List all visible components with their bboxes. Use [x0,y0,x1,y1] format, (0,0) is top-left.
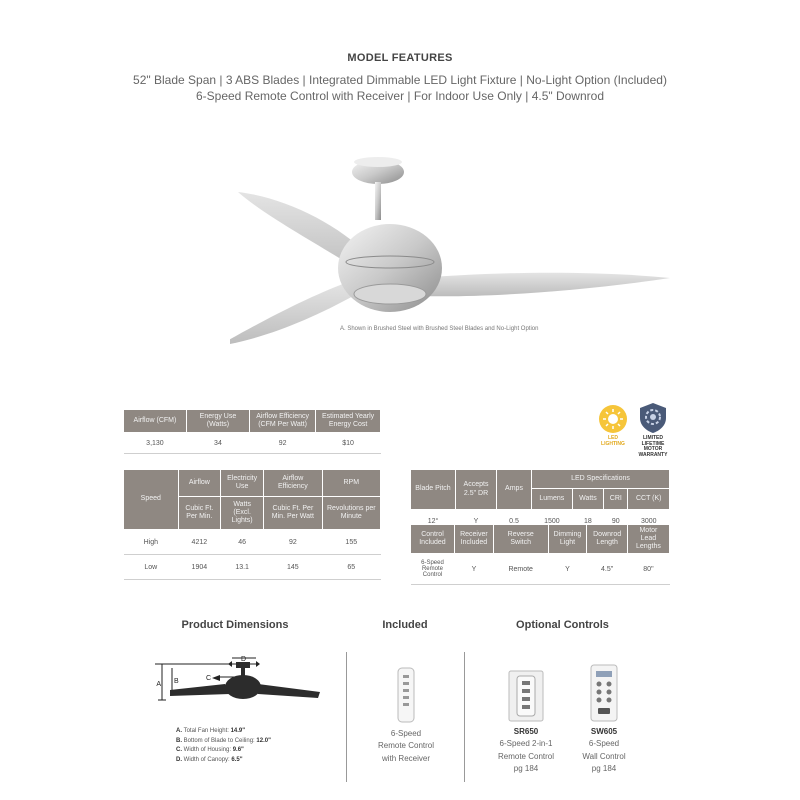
table-row [124,555,381,580]
ceiling-fan-photo [230,150,670,350]
energy-cell: 3,130 [124,433,187,454]
spec-header: Accepts 2.5" DR [456,470,497,510]
energy-header: Airflow Efficiency (CFM Per Watt) [250,410,316,433]
motor-shield-icon [639,402,667,434]
led-sub-header: Lumens [532,489,573,510]
spec-cell: 12° [411,510,456,533]
speed-cell: 92 [264,530,322,555]
spec-cell: 4.5" [587,554,627,585]
included-title: Included [382,619,428,631]
speed-unit-header: Cubic Ft. Per Min. Per Watt [264,497,322,530]
speed-cell: 13.1 [221,555,264,580]
dim-blade-right-shape [258,684,320,698]
speed-group-header: Electricity Use [221,470,264,497]
features-line-1: 52" Blade Span | 3 ABS Blades | Integrated Dimmable LED Light Fixture | No-Light Option (Included) [133,73,667,87]
energy-header: Energy Use (Watts) [186,410,249,433]
speed-group-header: RPM [322,470,380,497]
energy-cell: 92 [250,433,316,454]
speed-cell: 65 [322,555,380,580]
energy-table [123,409,381,454]
spec-table-bottom [410,524,670,585]
led-badge-label: LED LIGHTING [601,435,625,447]
sw605-description: SW605 6-Speed Wall Control pg 184 [568,726,640,776]
dimensions-title: Product Dimensions [181,619,289,631]
spec-cell: 80" [627,554,669,585]
section-divider [464,652,465,782]
dimension-item: D. Width of Canopy: 6.5" [176,756,243,763]
led-lighting-badge [596,404,630,447]
dim-blade-left-shape [170,684,230,696]
speed-cell: 145 [264,555,322,580]
speed-cell: 155 [322,530,380,555]
speed-cell: 4212 [178,530,221,555]
speed-cell: 46 [221,530,264,555]
dim-label-b: B [174,678,179,685]
dimension-item: B. Bottom of Blade to Ceiling: 12.0" [176,737,271,744]
photo-caption: A. Shown in Brushed Steel with Brushed Steel Blades and No-Light Option [340,326,539,332]
spec-cell: 18 [572,510,603,533]
spec-cell: 90 [604,510,628,533]
dim-label-d: D [241,656,247,663]
dim-label-a: A [156,681,161,688]
dimension-item: A. Total Fan Height: 14.9" [176,728,246,734]
dimension-item: C. Width of Housing: 9.6" [176,747,244,754]
energy-header: Airflow (CFM) [124,410,187,433]
sr650-description: SR650 6-Speed 2-in-1 Remote Control pg 184 [486,726,566,776]
blade-right-shape [420,273,670,297]
spec-header: LED Specifications [532,470,670,489]
spec-cell: Remote [493,554,548,585]
sw605-control-icon [590,664,618,722]
speed-unit-header: Watts (Excl. Lights) [221,497,264,530]
spec-cell: Y [456,510,497,533]
downrod-shape [375,182,381,220]
energy-cell: 34 [186,433,249,454]
dimension-diagram [150,650,330,710]
table-row [411,554,670,585]
spec-cell: 1500 [532,510,573,533]
included-description: 6-Speed Remote Control with Receiver [377,729,435,763]
table-row [124,530,381,555]
led-sub-header: CRI [604,489,628,510]
spec-header: Control Included [411,525,455,554]
dim-label-c: C [206,675,212,682]
spec-cell: 6-Speed Remote Control [411,554,455,585]
warranty-badge [636,402,670,458]
spec-cell: Y [454,554,493,585]
features-line-2: 6-Speed Remote Control with Receiver | For Indoor Use Only | 4.5" Downrod [195,89,604,103]
spec-header: Receiver Included [454,525,493,554]
speed-cell: High [124,530,179,555]
section-divider [346,652,347,782]
spec-header: Motor Lead Lengths [627,525,669,554]
speed-table [123,469,381,580]
spec-header: Reverse Switch [493,525,548,554]
speed-unit-header: Cubic Ft. Per Min. [178,497,221,530]
page-title: MODEL FEATURES [347,52,453,64]
spec-cell: 0.5 [497,510,532,533]
spec-header: Downrod Length [587,525,627,554]
dim-housing-shape [225,675,261,699]
energy-cell: $10 [316,433,381,454]
remote-control-icon [396,667,416,723]
dimensions-list [176,727,336,765]
spec-header: Blade Pitch [411,470,456,510]
spec-cell: Y [548,554,587,585]
spec-header: Amps [497,470,532,510]
blade-bottom-shape [230,282,355,346]
speed-cell: Low [124,555,179,580]
energy-header: Estimated Yearly Energy Cost [316,410,381,433]
sr650-control-icon [508,670,544,722]
optional-controls-title: Optional Controls [516,619,609,631]
sr650-model: SR650 [513,727,539,736]
led-sub-header: CCT (K) [628,489,670,510]
speed-group-header: Airflow [178,470,221,497]
spec-cell: 3000 [628,510,670,533]
speed-group-header: Airflow Efficiency [264,470,322,497]
warranty-badge-label: LIMITED LIFETIME MOTOR WARRANTY [638,435,668,458]
sw605-model: SW605 [590,727,618,736]
led-sub-header: Watts [572,489,603,510]
speed-cell: 1904 [178,555,221,580]
speed-header: Speed [124,470,179,530]
speed-unit-header: Revolutions per Minute [322,497,380,530]
led-sun-icon [598,404,628,434]
spec-header: Dimming Light [548,525,587,554]
